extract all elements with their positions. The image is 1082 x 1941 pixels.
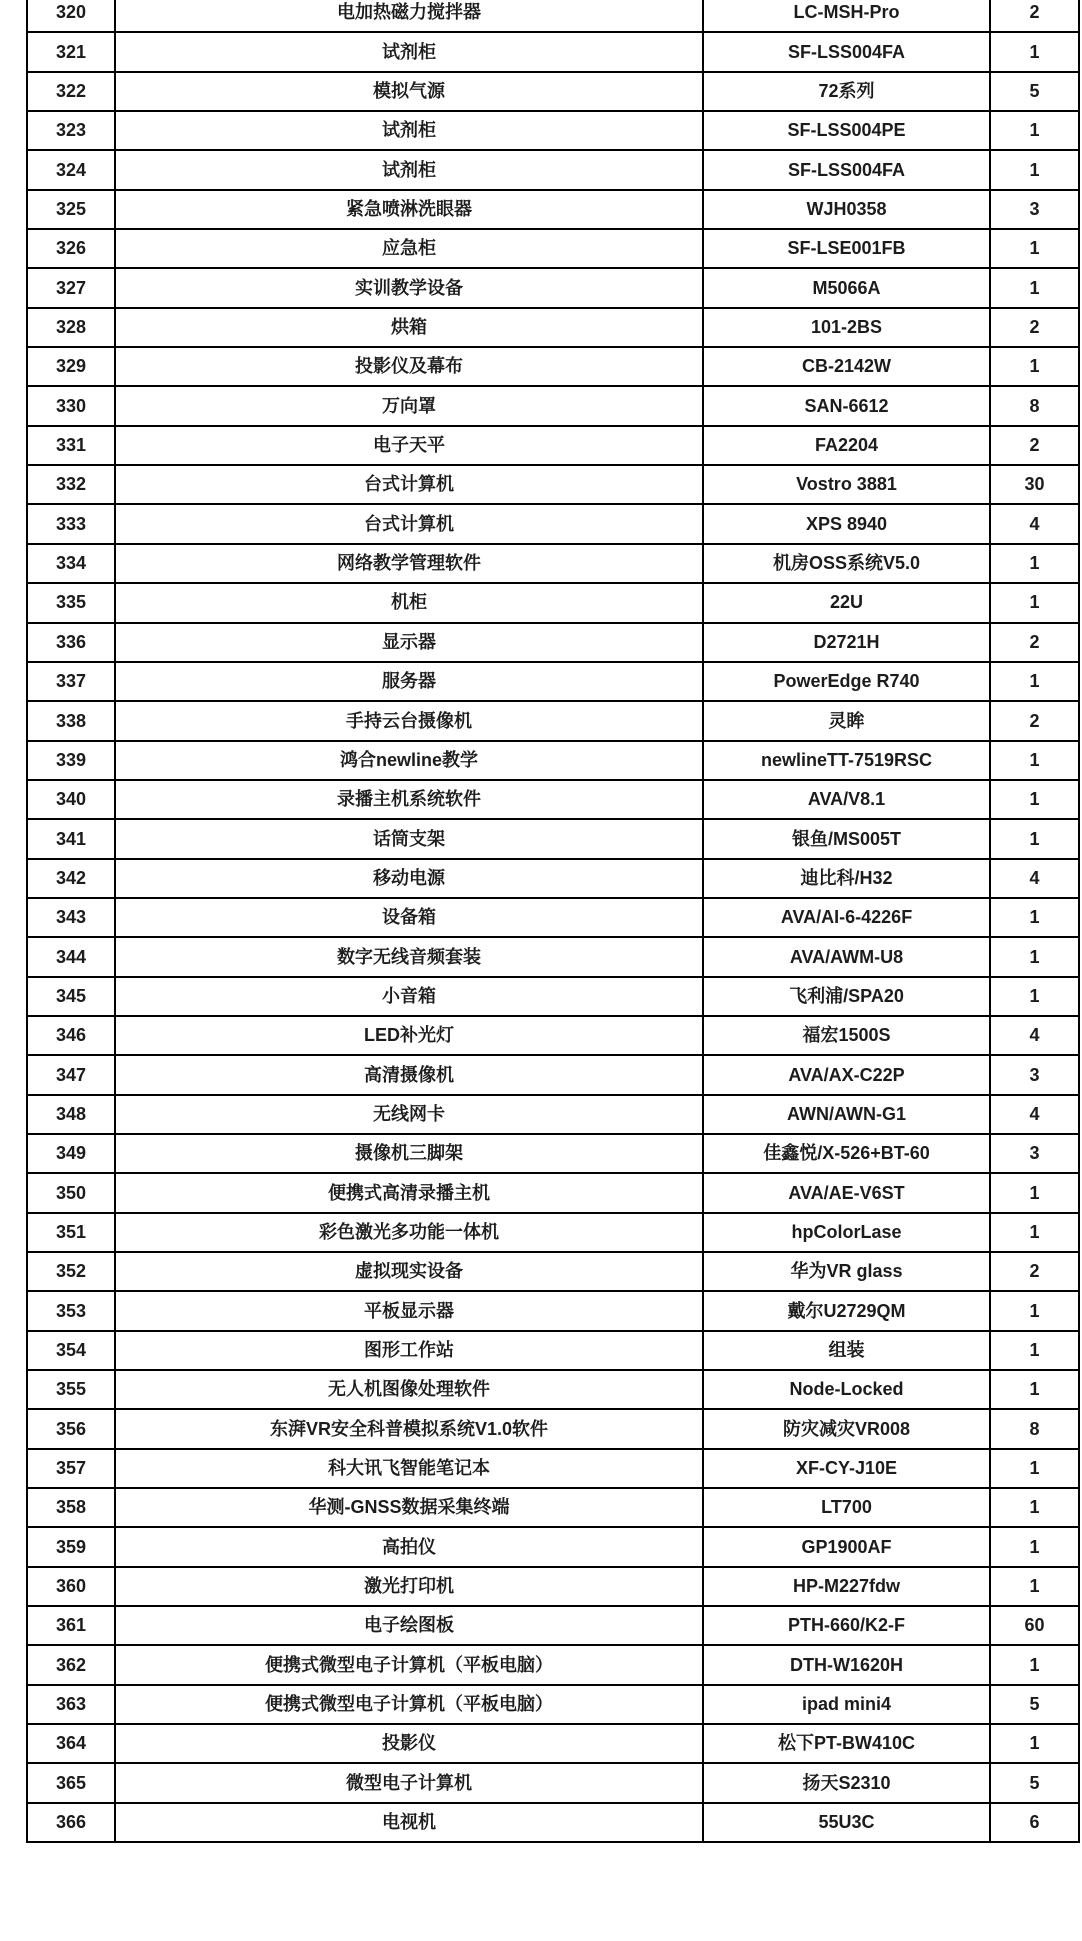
model-cell: AVA/AE-V6ST	[703, 1173, 990, 1212]
quantity-cell: 3	[990, 1134, 1079, 1173]
equipment-name-cell: 平板显示器	[115, 1291, 703, 1330]
quantity-cell: 1	[990, 662, 1079, 701]
equipment-name-cell: 激光打印机	[115, 1567, 703, 1606]
equipment-name-cell: 图形工作站	[115, 1331, 703, 1370]
quantity-cell: 1	[990, 819, 1079, 858]
quantity-cell: 1	[990, 937, 1079, 976]
quantity-cell: 1	[990, 1173, 1079, 1212]
row-number-cell: 330	[27, 386, 115, 425]
table-row	[27, 623, 1079, 662]
row-number-cell: 362	[27, 1645, 115, 1684]
row-number-cell: 332	[27, 465, 115, 504]
table-row	[27, 465, 1079, 504]
table-row	[27, 780, 1079, 819]
quantity-cell: 1	[990, 32, 1079, 71]
table-row	[27, 268, 1079, 307]
equipment-name-cell: LED补光灯	[115, 1016, 703, 1055]
row-number-cell: 358	[27, 1488, 115, 1527]
quantity-cell: 1	[990, 1567, 1079, 1606]
row-number-cell: 354	[27, 1331, 115, 1370]
quantity-cell: 1	[990, 229, 1079, 268]
equipment-table-body	[27, 0, 1079, 1842]
equipment-name-cell: 移动电源	[115, 859, 703, 898]
model-cell: SAN-6612	[703, 386, 990, 425]
model-cell: AVA/AX-C22P	[703, 1055, 990, 1094]
table-row	[27, 386, 1079, 425]
quantity-cell: 8	[990, 1409, 1079, 1448]
row-number-cell: 355	[27, 1370, 115, 1409]
row-number-cell: 341	[27, 819, 115, 858]
table-row	[27, 1803, 1079, 1842]
equipment-name-cell: 应急柜	[115, 229, 703, 268]
table-row	[27, 1331, 1079, 1370]
quantity-cell: 1	[990, 1331, 1079, 1370]
table-row	[27, 0, 1079, 32]
model-cell: 戴尔U2729QM	[703, 1291, 990, 1330]
model-cell: 飞利浦/SPA20	[703, 977, 990, 1016]
equipment-name-cell: 电子天平	[115, 426, 703, 465]
equipment-name-cell: 台式计算机	[115, 465, 703, 504]
table-row	[27, 1016, 1079, 1055]
row-number-cell: 351	[27, 1213, 115, 1252]
model-cell: SF-LSE001FB	[703, 229, 990, 268]
equipment-name-cell: 电加热磁力搅拌器	[115, 0, 703, 32]
equipment-name-cell: 电视机	[115, 1803, 703, 1842]
row-number-cell: 321	[27, 32, 115, 71]
model-cell: PTH-660/K2-F	[703, 1606, 990, 1645]
quantity-cell: 1	[990, 544, 1079, 583]
table-row	[27, 662, 1079, 701]
model-cell: 55U3C	[703, 1803, 990, 1842]
quantity-cell: 1	[990, 1645, 1079, 1684]
table-row	[27, 898, 1079, 937]
table-row	[27, 544, 1079, 583]
model-cell: SF-LSS004PE	[703, 111, 990, 150]
row-number-cell: 338	[27, 701, 115, 740]
model-cell: SF-LSS004FA	[703, 150, 990, 189]
model-cell: D2721H	[703, 623, 990, 662]
row-number-cell: 337	[27, 662, 115, 701]
row-number-cell: 327	[27, 268, 115, 307]
quantity-cell: 1	[990, 780, 1079, 819]
quantity-cell: 2	[990, 701, 1079, 740]
row-number-cell: 347	[27, 1055, 115, 1094]
table-row	[27, 583, 1079, 622]
quantity-cell: 1	[990, 1527, 1079, 1566]
quantity-cell: 30	[990, 465, 1079, 504]
model-cell: 组装	[703, 1331, 990, 1370]
model-cell: Vostro 3881	[703, 465, 990, 504]
quantity-cell: 4	[990, 859, 1079, 898]
equipment-name-cell: 科大讯飞智能笔记本	[115, 1449, 703, 1488]
quantity-cell: 2	[990, 426, 1079, 465]
model-cell: CB-2142W	[703, 347, 990, 386]
row-number-cell: 352	[27, 1252, 115, 1291]
equipment-name-cell: 录播主机系统软件	[115, 780, 703, 819]
row-number-cell: 356	[27, 1409, 115, 1448]
table-row	[27, 819, 1079, 858]
equipment-name-cell: 烘箱	[115, 308, 703, 347]
row-number-cell: 342	[27, 859, 115, 898]
equipment-name-cell: 万向罩	[115, 386, 703, 425]
model-cell: 迪比科/H32	[703, 859, 990, 898]
table-row	[27, 1095, 1079, 1134]
quantity-cell: 8	[990, 386, 1079, 425]
equipment-name-cell: 投影仪	[115, 1724, 703, 1763]
table-row	[27, 1488, 1079, 1527]
table-row	[27, 229, 1079, 268]
model-cell: newlineTT-7519RSC	[703, 741, 990, 780]
model-cell: 银鱼/MS005T	[703, 819, 990, 858]
quantity-cell: 60	[990, 1606, 1079, 1645]
model-cell: 101-2BS	[703, 308, 990, 347]
model-cell: WJH0358	[703, 190, 990, 229]
model-cell: HP-M227fdw	[703, 1567, 990, 1606]
equipment-name-cell: 彩色激光多功能一体机	[115, 1213, 703, 1252]
table-row	[27, 1291, 1079, 1330]
quantity-cell: 1	[990, 583, 1079, 622]
row-number-cell: 329	[27, 347, 115, 386]
row-number-cell: 363	[27, 1685, 115, 1724]
equipment-name-cell: 显示器	[115, 623, 703, 662]
equipment-name-cell: 微型电子计算机	[115, 1763, 703, 1802]
row-number-cell: 320	[27, 0, 115, 32]
equipment-name-cell: 无人机图像处理软件	[115, 1370, 703, 1409]
model-cell: 防灾减灾VR008	[703, 1409, 990, 1448]
quantity-cell: 1	[990, 977, 1079, 1016]
equipment-name-cell: 试剂柜	[115, 111, 703, 150]
model-cell: M5066A	[703, 268, 990, 307]
row-number-cell: 364	[27, 1724, 115, 1763]
row-number-cell: 361	[27, 1606, 115, 1645]
table-row	[27, 1055, 1079, 1094]
equipment-name-cell: 话筒支架	[115, 819, 703, 858]
quantity-cell: 4	[990, 504, 1079, 543]
model-cell: 华为VR glass	[703, 1252, 990, 1291]
row-number-cell: 331	[27, 426, 115, 465]
quantity-cell: 5	[990, 1685, 1079, 1724]
equipment-name-cell: 虚拟现实设备	[115, 1252, 703, 1291]
quantity-cell: 2	[990, 623, 1079, 662]
table-row	[27, 1213, 1079, 1252]
quantity-cell: 1	[990, 268, 1079, 307]
equipment-name-cell: 鸿合newline教学	[115, 741, 703, 780]
row-number-cell: 366	[27, 1803, 115, 1842]
table-row	[27, 308, 1079, 347]
quantity-cell: 4	[990, 1095, 1079, 1134]
table-row	[27, 111, 1079, 150]
model-cell: 灵眸	[703, 701, 990, 740]
row-number-cell: 328	[27, 308, 115, 347]
equipment-name-cell: 便携式微型电子计算机（平板电脑）	[115, 1645, 703, 1684]
equipment-name-cell: 数字无线音频套装	[115, 937, 703, 976]
quantity-cell: 5	[990, 72, 1079, 111]
model-cell: XF-CY-J10E	[703, 1449, 990, 1488]
equipment-name-cell: 东湃VR安全科普模拟系统V1.0软件	[115, 1409, 703, 1448]
quantity-cell: 5	[990, 1763, 1079, 1802]
equipment-name-cell: 试剂柜	[115, 150, 703, 189]
quantity-cell: 1	[990, 741, 1079, 780]
row-number-cell: 340	[27, 780, 115, 819]
model-cell: AWN/AWN-G1	[703, 1095, 990, 1134]
table-row	[27, 190, 1079, 229]
row-number-cell: 333	[27, 504, 115, 543]
model-cell: LC-MSH-Pro	[703, 0, 990, 32]
table-row	[27, 72, 1079, 111]
row-number-cell: 344	[27, 937, 115, 976]
row-number-cell: 325	[27, 190, 115, 229]
quantity-cell: 1	[990, 111, 1079, 150]
row-number-cell: 348	[27, 1095, 115, 1134]
quantity-cell: 1	[990, 1370, 1079, 1409]
table-row	[27, 32, 1079, 71]
equipment-table	[26, 0, 1080, 1843]
model-cell: 松下PT-BW410C	[703, 1724, 990, 1763]
table-row	[27, 1527, 1079, 1566]
equipment-name-cell: 便携式微型电子计算机（平板电脑）	[115, 1685, 703, 1724]
quantity-cell: 4	[990, 1016, 1079, 1055]
table-row	[27, 1252, 1079, 1291]
row-number-cell: 360	[27, 1567, 115, 1606]
table-row	[27, 1134, 1079, 1173]
model-cell: 扬天S2310	[703, 1763, 990, 1802]
row-number-cell: 343	[27, 898, 115, 937]
row-number-cell: 323	[27, 111, 115, 150]
model-cell: PowerEdge R740	[703, 662, 990, 701]
equipment-name-cell: 高拍仪	[115, 1527, 703, 1566]
table-row	[27, 937, 1079, 976]
model-cell: GP1900AF	[703, 1527, 990, 1566]
model-cell: AVA/AI-6-4226F	[703, 898, 990, 937]
model-cell: DTH-W1620H	[703, 1645, 990, 1684]
quantity-cell: 3	[990, 1055, 1079, 1094]
row-number-cell: 359	[27, 1527, 115, 1566]
table-row	[27, 347, 1079, 386]
equipment-name-cell: 设备箱	[115, 898, 703, 937]
row-number-cell: 353	[27, 1291, 115, 1330]
model-cell: LT700	[703, 1488, 990, 1527]
equipment-name-cell: 服务器	[115, 662, 703, 701]
quantity-cell: 6	[990, 1803, 1079, 1842]
table-row	[27, 977, 1079, 1016]
model-cell: 佳鑫悦/X-526+BT-60	[703, 1134, 990, 1173]
equipment-name-cell: 电子绘图板	[115, 1606, 703, 1645]
table-row	[27, 1173, 1079, 1212]
model-cell: FA2204	[703, 426, 990, 465]
model-cell: 22U	[703, 583, 990, 622]
table-row	[27, 504, 1079, 543]
row-number-cell: 357	[27, 1449, 115, 1488]
quantity-cell: 1	[990, 1488, 1079, 1527]
equipment-name-cell: 台式计算机	[115, 504, 703, 543]
equipment-name-cell: 模拟气源	[115, 72, 703, 111]
equipment-name-cell: 便携式高清录播主机	[115, 1173, 703, 1212]
quantity-cell: 1	[990, 898, 1079, 937]
equipment-name-cell: 手持云台摄像机	[115, 701, 703, 740]
row-number-cell: 339	[27, 741, 115, 780]
model-cell: AVA/AWM-U8	[703, 937, 990, 976]
table-row	[27, 1724, 1079, 1763]
equipment-name-cell: 实训教学设备	[115, 268, 703, 307]
quantity-cell: 1	[990, 1724, 1079, 1763]
row-number-cell: 349	[27, 1134, 115, 1173]
table-row	[27, 701, 1079, 740]
model-cell: hpColorLase	[703, 1213, 990, 1252]
table-row	[27, 1606, 1079, 1645]
table-row	[27, 741, 1079, 780]
row-number-cell: 322	[27, 72, 115, 111]
quantity-cell: 2	[990, 308, 1079, 347]
quantity-cell: 1	[990, 1213, 1079, 1252]
equipment-name-cell: 投影仪及幕布	[115, 347, 703, 386]
quantity-cell: 2	[990, 1252, 1079, 1291]
model-cell: XPS 8940	[703, 504, 990, 543]
table-row	[27, 1685, 1079, 1724]
table-row	[27, 1409, 1079, 1448]
table-row	[27, 859, 1079, 898]
table-row	[27, 150, 1079, 189]
quantity-cell: 3	[990, 190, 1079, 229]
model-cell: 机房OSS系统V5.0	[703, 544, 990, 583]
row-number-cell: 334	[27, 544, 115, 583]
equipment-name-cell: 华测-GNSS数据采集终端	[115, 1488, 703, 1527]
row-number-cell: 345	[27, 977, 115, 1016]
row-number-cell: 326	[27, 229, 115, 268]
equipment-name-cell: 网络教学管理软件	[115, 544, 703, 583]
quantity-cell: 1	[990, 1449, 1079, 1488]
equipment-name-cell: 机柜	[115, 583, 703, 622]
model-cell: SF-LSS004FA	[703, 32, 990, 71]
equipment-name-cell: 高清摄像机	[115, 1055, 703, 1094]
equipment-name-cell: 小音箱	[115, 977, 703, 1016]
row-number-cell: 350	[27, 1173, 115, 1212]
equipment-name-cell: 无线网卡	[115, 1095, 703, 1134]
equipment-name-cell: 试剂柜	[115, 32, 703, 71]
model-cell: Node-Locked	[703, 1370, 990, 1409]
row-number-cell: 346	[27, 1016, 115, 1055]
row-number-cell: 365	[27, 1763, 115, 1802]
table-row	[27, 1567, 1079, 1606]
table-row	[27, 1449, 1079, 1488]
equipment-name-cell: 紧急喷淋洗眼器	[115, 190, 703, 229]
quantity-cell: 2	[990, 0, 1079, 32]
quantity-cell: 1	[990, 150, 1079, 189]
row-number-cell: 324	[27, 150, 115, 189]
quantity-cell: 1	[990, 347, 1079, 386]
table-row	[27, 1763, 1079, 1802]
model-cell: 福宏1500S	[703, 1016, 990, 1055]
row-number-cell: 336	[27, 623, 115, 662]
table-row	[27, 426, 1079, 465]
equipment-name-cell: 摄像机三脚架	[115, 1134, 703, 1173]
model-cell: AVA/V8.1	[703, 780, 990, 819]
table-row	[27, 1645, 1079, 1684]
model-cell: ipad mini4	[703, 1685, 990, 1724]
row-number-cell: 335	[27, 583, 115, 622]
table-row	[27, 1370, 1079, 1409]
model-cell: 72系列	[703, 72, 990, 111]
quantity-cell: 1	[990, 1291, 1079, 1330]
